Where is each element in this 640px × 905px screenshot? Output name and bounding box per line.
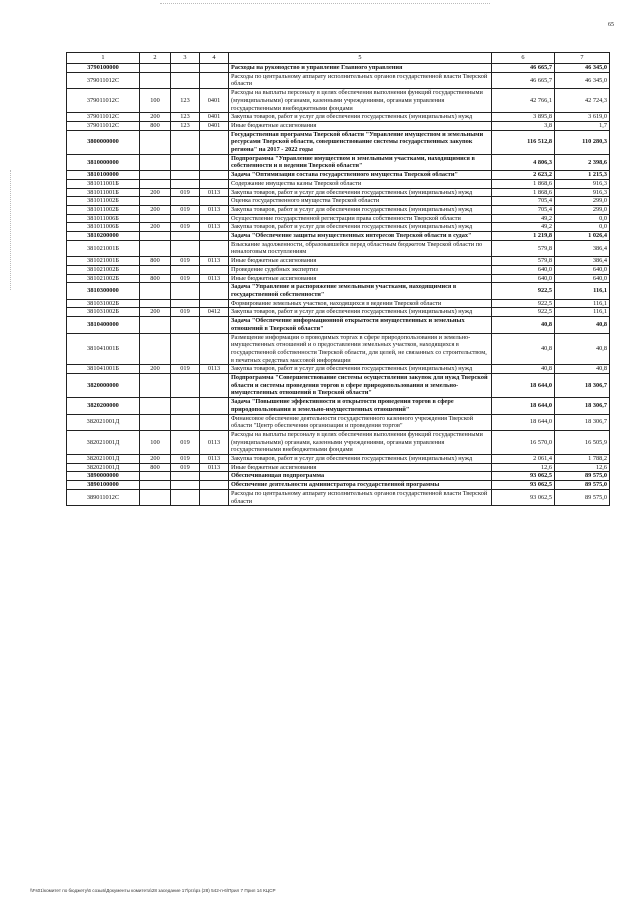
subsection-code-cell: 0113 xyxy=(200,430,229,454)
table-row xyxy=(67,430,610,454)
actual-amount-cell: 110 280,3 xyxy=(555,130,610,154)
section-code-cell xyxy=(140,299,171,308)
section-code-cell xyxy=(140,317,171,333)
table-row xyxy=(67,489,610,505)
admin-code-cell xyxy=(171,398,200,414)
code-cell: 381031002Б xyxy=(67,299,140,308)
code-cell: 381021001Б xyxy=(67,240,140,256)
actual-amount-cell: 2 398,6 xyxy=(555,154,610,170)
code-cell: 3810200000 xyxy=(67,232,140,241)
admin-code-cell xyxy=(171,299,200,308)
admin-code-cell xyxy=(171,265,200,274)
table-row xyxy=(67,197,610,206)
subsection-code-cell xyxy=(200,265,229,274)
planned-amount-cell: 18 644,0 xyxy=(492,374,555,398)
table-row xyxy=(67,283,610,299)
section-code-cell: 800 xyxy=(140,257,171,266)
table-row xyxy=(67,299,610,308)
table-row xyxy=(67,374,610,398)
section-code-cell: 800 xyxy=(140,274,171,283)
name-cell: Закупка товаров, работ и услуг для обеспечения государственных (муниципальных) нужд xyxy=(229,205,492,214)
name-cell: Закупка товаров, работ и услуг для обеспечения государственных (муниципальных) нужд xyxy=(229,308,492,317)
table-row xyxy=(67,113,610,122)
code-cell: 382021001Д xyxy=(67,430,140,454)
subsection-code-cell xyxy=(200,72,229,88)
subsection-code-cell: 0113 xyxy=(200,274,229,283)
table-row xyxy=(67,64,610,73)
code-cell: 381011006Б xyxy=(67,214,140,223)
code-cell: 382021001Д xyxy=(67,463,140,472)
name-cell: Задача "Повышение эффективности и открытости проведения торгов в сфере природопользования и земельно-имущественных отношений" xyxy=(229,398,492,414)
section-code-cell: 100 xyxy=(140,89,171,113)
table-row xyxy=(67,223,610,232)
subsection-code-cell xyxy=(200,240,229,256)
actual-amount-cell: 1 215,3 xyxy=(555,171,610,180)
table-row xyxy=(67,333,610,365)
section-code-cell xyxy=(140,240,171,256)
admin-code-cell xyxy=(171,317,200,333)
code-cell: 381021002Б xyxy=(67,265,140,274)
code-cell: 381021002Б xyxy=(67,274,140,283)
actual-amount-cell: 12,6 xyxy=(555,463,610,472)
code-cell: 381011001Б xyxy=(67,188,140,197)
table-row xyxy=(67,455,610,464)
subsection-code-cell: 0401 xyxy=(200,113,229,122)
section-code-cell: 200 xyxy=(140,113,171,122)
planned-amount-cell: 42 766,1 xyxy=(492,89,555,113)
file-path-footer: \\Fs01\комитет по бюджету\6 созыв\Документы комитета\28 заседание 17\ргз\рз (28) 542-п-6\Прил 7 Прил 14 КЦСР xyxy=(30,888,276,893)
code-cell: 3820000000 xyxy=(67,374,140,398)
table-row xyxy=(67,130,610,154)
section-code-cell xyxy=(140,472,171,481)
subsection-code-cell xyxy=(200,489,229,505)
subsection-code-cell: 0412 xyxy=(200,308,229,317)
planned-amount-cell: 579,8 xyxy=(492,257,555,266)
admin-code-cell xyxy=(171,179,200,188)
actual-amount-cell: 89 575,0 xyxy=(555,481,610,490)
section-code-cell xyxy=(140,489,171,505)
table-row xyxy=(67,154,610,170)
section-code-cell xyxy=(140,232,171,241)
table-row xyxy=(67,265,610,274)
subsection-code-cell xyxy=(200,197,229,206)
section-code-cell xyxy=(140,171,171,180)
name-cell: Государственная программа Тверской области "Управление имуществом и земельными ресурсами Тверской области, совершенствование системы государственных закупок региона" на 2017 - 2022 годы xyxy=(229,130,492,154)
admin-code-cell xyxy=(171,72,200,88)
actual-amount-cell: 18 306,7 xyxy=(555,374,610,398)
name-cell: Осуществление государственной регистрации права собственности Тверской области xyxy=(229,214,492,223)
actual-amount-cell: 640,0 xyxy=(555,274,610,283)
actual-amount-cell: 89 575,0 xyxy=(555,489,610,505)
planned-amount-cell: 40,8 xyxy=(492,317,555,333)
name-cell: Задача "Обеспечение защиты имущественных интересов Тверской области в судах" xyxy=(229,232,492,241)
column-header: 6 xyxy=(492,53,555,64)
admin-code-cell xyxy=(171,197,200,206)
name-cell: Расходы на руководство и управление Главного управления xyxy=(229,64,492,73)
name-cell: Расходы по центральному аппарату исполнительных органов государственной власти Тверской области xyxy=(229,72,492,88)
planned-amount-cell: 640,0 xyxy=(492,274,555,283)
actual-amount-cell: 1 026,4 xyxy=(555,232,610,241)
name-cell: Расходы по центральному аппарату исполнительных органов государственной власти Тверской области xyxy=(229,489,492,505)
admin-code-cell xyxy=(171,489,200,505)
actual-amount-cell: 18 306,7 xyxy=(555,398,610,414)
table-row xyxy=(67,179,610,188)
table-row xyxy=(67,72,610,88)
planned-amount-cell: 2 061,4 xyxy=(492,455,555,464)
code-cell: 3800000000 xyxy=(67,130,140,154)
section-code-cell xyxy=(140,197,171,206)
planned-amount-cell: 922,5 xyxy=(492,283,555,299)
admin-code-cell xyxy=(171,374,200,398)
subsection-code-cell xyxy=(200,299,229,308)
name-cell: Закупка товаров, работ и услуг для обеспечения государственных (муниципальных) нужд xyxy=(229,188,492,197)
section-code-cell xyxy=(140,333,171,365)
actual-amount-cell: 1,7 xyxy=(555,121,610,130)
column-header: 2 xyxy=(140,53,171,64)
admin-code-cell xyxy=(171,130,200,154)
actual-amount-cell: 386,4 xyxy=(555,257,610,266)
planned-amount-cell: 1 868,6 xyxy=(492,188,555,197)
table-row xyxy=(67,274,610,283)
subsection-code-cell: 0113 xyxy=(200,257,229,266)
planned-amount-cell: 46 665,7 xyxy=(492,64,555,73)
planned-amount-cell: 93 062,5 xyxy=(492,489,555,505)
name-cell: Оценка государственного имущества Тверской области xyxy=(229,197,492,206)
planned-amount-cell: 40,8 xyxy=(492,333,555,365)
table-row xyxy=(67,121,610,130)
name-cell: Взыскание задолженности, образовавшейся перед областным бюджетом Тверской области по неналоговым поступлениям xyxy=(229,240,492,256)
actual-amount-cell: 299,0 xyxy=(555,197,610,206)
table-row xyxy=(67,188,610,197)
actual-amount-cell: 1 788,2 xyxy=(555,455,610,464)
table-row xyxy=(67,257,610,266)
admin-code-cell xyxy=(171,283,200,299)
planned-amount-cell: 3,8 xyxy=(492,121,555,130)
planned-amount-cell: 2 623,2 xyxy=(492,171,555,180)
name-cell: Закупка товаров, работ и услуг для обеспечения государственных (муниципальных) нужд xyxy=(229,223,492,232)
planned-amount-cell: 1 868,6 xyxy=(492,179,555,188)
name-cell: Иные бюджетные ассигнования xyxy=(229,274,492,283)
admin-code-cell xyxy=(171,214,200,223)
subsection-code-cell: 0401 xyxy=(200,121,229,130)
actual-amount-cell: 46 345,0 xyxy=(555,64,610,73)
admin-code-cell: 019 xyxy=(171,188,200,197)
column-header: 1 xyxy=(67,53,140,64)
subsection-code-cell xyxy=(200,171,229,180)
code-cell: 389011012С xyxy=(67,489,140,505)
table-row xyxy=(67,365,610,374)
planned-amount-cell: 116 512,8 xyxy=(492,130,555,154)
section-code-cell: 200 xyxy=(140,365,171,374)
subsection-code-cell: 0113 xyxy=(200,205,229,214)
name-cell: Задача "Управление и распоряжение земельными участками, находящимися в государственной собственности" xyxy=(229,283,492,299)
actual-amount-cell: 0,0 xyxy=(555,214,610,223)
table-row xyxy=(67,463,610,472)
planned-amount-cell: 49,2 xyxy=(492,214,555,223)
planned-amount-cell: 16 570,0 xyxy=(492,430,555,454)
section-code-cell xyxy=(140,398,171,414)
section-code-cell xyxy=(140,283,171,299)
section-code-cell xyxy=(140,154,171,170)
planned-amount-cell: 922,5 xyxy=(492,299,555,308)
planned-amount-cell: 93 062,5 xyxy=(492,472,555,481)
code-cell: 3810400000 xyxy=(67,317,140,333)
planned-amount-cell: 705,4 xyxy=(492,197,555,206)
actual-amount-cell: 386,4 xyxy=(555,240,610,256)
planned-amount-cell: 579,8 xyxy=(492,240,555,256)
admin-code-cell: 019 xyxy=(171,455,200,464)
name-cell: Расходы на выплаты персоналу в целях обеспечения выполнения функций государственными (муниципальными) органами, казенными учреждениями, органами управления государственными внебюджетными фондами xyxy=(229,89,492,113)
planned-amount-cell: 18 644,0 xyxy=(492,398,555,414)
table-row xyxy=(67,240,610,256)
section-code-cell xyxy=(140,72,171,88)
name-cell: Размещение информации о проводимых торгах в сфере природопользования и земельно-имущественных отношений и о предоставлении земельных участков, находящихся в государственной собственности Тверской области, для целей, не связанных со строительством, в печатных средствах массовой информации xyxy=(229,333,492,365)
table-row xyxy=(67,472,610,481)
table-row xyxy=(67,308,610,317)
admin-code-cell: 019 xyxy=(171,223,200,232)
budget-table xyxy=(66,52,610,506)
subsection-code-cell: 0401 xyxy=(200,89,229,113)
name-cell: Расходы на выплаты персоналу в целях обеспечения выполнения функций государственными (муниципальными) органами, казенными учреждениями, органами управления государственными внебюджетными фондами xyxy=(229,430,492,454)
admin-code-cell: 019 xyxy=(171,430,200,454)
name-cell: Подпрограмма "Управление имуществом и земельными участками, находящимися в собственности и в ведении Тверской области" xyxy=(229,154,492,170)
name-cell: Иные бюджетные ассигнования xyxy=(229,463,492,472)
planned-amount-cell: 18 644,0 xyxy=(492,414,555,430)
code-cell: 3790100000 xyxy=(67,64,140,73)
code-cell: 382021001Д xyxy=(67,455,140,464)
code-cell: 381011001Б xyxy=(67,179,140,188)
table-row xyxy=(67,89,610,113)
section-code-cell xyxy=(140,64,171,73)
code-cell: 3890000000 xyxy=(67,472,140,481)
table-row xyxy=(67,414,610,430)
actual-amount-cell: 40,8 xyxy=(555,365,610,374)
section-code-cell xyxy=(140,179,171,188)
admin-code-cell xyxy=(171,64,200,73)
table-row xyxy=(67,205,610,214)
section-code-cell: 200 xyxy=(140,455,171,464)
name-cell: Иные бюджетные ассигнования xyxy=(229,257,492,266)
code-cell: 3810300000 xyxy=(67,283,140,299)
name-cell: Содержание имущества казны Тверской области xyxy=(229,179,492,188)
subsection-code-cell xyxy=(200,481,229,490)
subsection-code-cell xyxy=(200,130,229,154)
subsection-code-cell xyxy=(200,283,229,299)
subsection-code-cell xyxy=(200,472,229,481)
section-code-cell: 800 xyxy=(140,463,171,472)
section-code-cell xyxy=(140,481,171,490)
actual-amount-cell: 46 345,0 xyxy=(555,72,610,88)
planned-amount-cell: 640,0 xyxy=(492,265,555,274)
actual-amount-cell: 640,0 xyxy=(555,265,610,274)
admin-code-cell xyxy=(171,481,200,490)
table-row xyxy=(67,317,610,333)
name-cell: Проведение судебных экспертиз xyxy=(229,265,492,274)
section-code-cell xyxy=(140,265,171,274)
subsection-code-cell xyxy=(200,179,229,188)
admin-code-cell xyxy=(171,333,200,365)
planned-amount-cell: 4 806,3 xyxy=(492,154,555,170)
subsection-code-cell: 0113 xyxy=(200,223,229,232)
code-cell: 3810000000 xyxy=(67,154,140,170)
column-header: 4 xyxy=(200,53,229,64)
planned-amount-cell: 40,8 xyxy=(492,365,555,374)
actual-amount-cell: 18 306,7 xyxy=(555,414,610,430)
section-code-cell: 200 xyxy=(140,223,171,232)
column-header: 3 xyxy=(171,53,200,64)
admin-code-cell xyxy=(171,414,200,430)
admin-code-cell: 019 xyxy=(171,365,200,374)
subsection-code-cell xyxy=(200,317,229,333)
section-code-cell: 100 xyxy=(140,430,171,454)
subsection-code-cell xyxy=(200,414,229,430)
admin-code-cell: 123 xyxy=(171,121,200,130)
code-cell: 381041001Б xyxy=(67,333,140,365)
scan-artifact-side xyxy=(10,170,12,290)
section-code-cell: 200 xyxy=(140,205,171,214)
planned-amount-cell: 705,4 xyxy=(492,205,555,214)
code-cell: 3890100000 xyxy=(67,481,140,490)
subsection-code-cell: 0113 xyxy=(200,455,229,464)
actual-amount-cell: 40,8 xyxy=(555,317,610,333)
subsection-code-cell xyxy=(200,374,229,398)
column-header: 7 xyxy=(555,53,610,64)
name-cell: Иные бюджетные ассигнования xyxy=(229,121,492,130)
code-cell: 381031002Б xyxy=(67,308,140,317)
column-header: 5 xyxy=(229,53,492,64)
table-row xyxy=(67,171,610,180)
admin-code-cell xyxy=(171,171,200,180)
name-cell: Финансовое обеспечение деятельности государственного казенного учреждения Тверской области "Центр обеспечения организации и проведения торгов" xyxy=(229,414,492,430)
table-row xyxy=(67,481,610,490)
code-cell: 379011012С xyxy=(67,121,140,130)
planned-amount-cell: 1 219,8 xyxy=(492,232,555,241)
admin-code-cell xyxy=(171,240,200,256)
code-cell: 381021001Б xyxy=(67,257,140,266)
name-cell: Закупка товаров, работ и услуг для обеспечения государственных (муниципальных) нужд xyxy=(229,455,492,464)
page-number: 65 xyxy=(608,22,614,28)
code-cell: 381011002Б xyxy=(67,197,140,206)
code-cell: 381011002Б xyxy=(67,205,140,214)
name-cell: Обеспечивающая подпрограмма xyxy=(229,472,492,481)
subsection-code-cell: 0113 xyxy=(200,365,229,374)
actual-amount-cell: 116,1 xyxy=(555,283,610,299)
name-cell: Закупка товаров, работ и услуг для обеспечения государственных (муниципальных) нужд xyxy=(229,365,492,374)
section-code-cell: 200 xyxy=(140,308,171,317)
actual-amount-cell: 40,8 xyxy=(555,333,610,365)
table-row xyxy=(67,214,610,223)
planned-amount-cell: 3 895,8 xyxy=(492,113,555,122)
planned-amount-cell: 922,5 xyxy=(492,308,555,317)
actual-amount-cell: 916,3 xyxy=(555,179,610,188)
subsection-code-cell: 0113 xyxy=(200,463,229,472)
actual-amount-cell: 89 575,0 xyxy=(555,472,610,481)
subsection-code-cell xyxy=(200,398,229,414)
admin-code-cell xyxy=(171,472,200,481)
admin-code-cell: 019 xyxy=(171,257,200,266)
code-cell: 3810100000 xyxy=(67,171,140,180)
actual-amount-cell: 916,3 xyxy=(555,188,610,197)
name-cell: Задача "Обеспечение информационной открытости имущественных и земельных отношений в Тверской области" xyxy=(229,317,492,333)
actual-amount-cell: 116,1 xyxy=(555,299,610,308)
actual-amount-cell: 116,1 xyxy=(555,308,610,317)
code-cell: 382021001Д xyxy=(67,414,140,430)
subsection-code-cell xyxy=(200,333,229,365)
section-code-cell xyxy=(140,374,171,398)
planned-amount-cell: 49,2 xyxy=(492,223,555,232)
subsection-code-cell xyxy=(200,214,229,223)
code-cell: 379011012С xyxy=(67,113,140,122)
actual-amount-cell: 299,0 xyxy=(555,205,610,214)
section-code-cell: 200 xyxy=(140,188,171,197)
table-row xyxy=(67,232,610,241)
section-code-cell xyxy=(140,214,171,223)
admin-code-cell: 123 xyxy=(171,89,200,113)
name-cell: Подпрограмма "Совершенствование системы осуществления закупок для нужд Тверской области и системы проведения торгов в сфере природопользования и земельно-имущественных отношений в Тверской области" xyxy=(229,374,492,398)
subsection-code-cell xyxy=(200,154,229,170)
code-cell: 379011012С xyxy=(67,89,140,113)
code-cell: 381011006Б xyxy=(67,223,140,232)
actual-amount-cell: 42 724,3 xyxy=(555,89,610,113)
scan-artifact-top xyxy=(160,3,490,7)
planned-amount-cell: 12,6 xyxy=(492,463,555,472)
name-cell: Формирование земельных участков, находящихся в ведении Тверской области xyxy=(229,299,492,308)
code-cell: 3820200000 xyxy=(67,398,140,414)
planned-amount-cell: 93 062,5 xyxy=(492,481,555,490)
section-code-cell: 800 xyxy=(140,121,171,130)
name-cell: Обеспечение деятельности администратора государственной программы xyxy=(229,481,492,490)
subsection-code-cell: 0113 xyxy=(200,188,229,197)
code-cell: 379011012С xyxy=(67,72,140,88)
actual-amount-cell: 16 505,9 xyxy=(555,430,610,454)
section-code-cell xyxy=(140,414,171,430)
name-cell: Задача "Оптимизация состава государственного имущества Тверской области" xyxy=(229,171,492,180)
subsection-code-cell xyxy=(200,232,229,241)
actual-amount-cell: 3 619,0 xyxy=(555,113,610,122)
admin-code-cell: 123 xyxy=(171,113,200,122)
admin-code-cell: 019 xyxy=(171,205,200,214)
actual-amount-cell: 0,0 xyxy=(555,223,610,232)
planned-amount-cell: 46 665,7 xyxy=(492,72,555,88)
admin-code-cell xyxy=(171,154,200,170)
table-row xyxy=(67,398,610,414)
header-row xyxy=(67,53,610,64)
admin-code-cell: 019 xyxy=(171,308,200,317)
subsection-code-cell xyxy=(200,64,229,73)
admin-code-cell xyxy=(171,232,200,241)
code-cell: 381041001Б xyxy=(67,365,140,374)
section-code-cell xyxy=(140,130,171,154)
admin-code-cell: 019 xyxy=(171,274,200,283)
admin-code-cell: 019 xyxy=(171,463,200,472)
name-cell: Закупка товаров, работ и услуг для обеспечения государственных (муниципальных) нужд xyxy=(229,113,492,122)
